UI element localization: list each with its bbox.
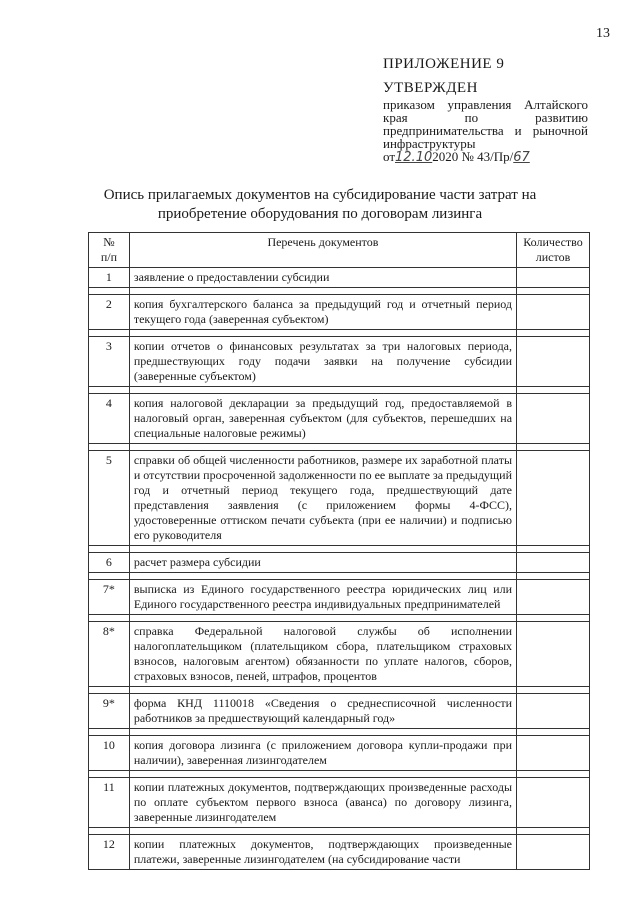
row-number: 9* [89,694,130,729]
spacer-cell [517,615,590,622]
row-sheet-count [517,736,590,771]
document-title [100,186,540,224]
spacer-cell [129,828,516,835]
order-date [383,150,588,164]
spacer-cell [517,828,590,835]
table-row [89,694,590,729]
row-sheet-count [517,394,590,444]
spacer-cell [129,615,516,622]
table-row [89,580,590,615]
handwritten-date: 12.10 [395,150,433,165]
spacer-cell [89,771,130,778]
spacer-cell [517,387,590,394]
spacer-cell [129,387,516,394]
spacer-cell [89,573,130,580]
order-text: приказом управления Алтайского края по развитию предпринимательства и рыночной инфраструктуры [383,97,588,151]
handwritten-number: 67 [513,150,530,165]
row-document-name: форма КНД 1110018 «Сведения о среднесписочной численности работников за предшествующий календарный год» [129,694,516,729]
row-sheet-count [517,835,590,870]
spacer-cell [129,573,516,580]
page-number: 13 [596,26,610,41]
spacer-cell [129,687,516,694]
spacer-cell [517,444,590,451]
spacer-cell [89,615,130,622]
row-document-name: копии платежных документов, подтверждающих произведенные платежи, заверенные лизингодателем (на субсидирование части [129,835,516,870]
spacer-cell [89,288,130,295]
row-document-name: копия бухгалтерского баланса за предыдущий год и отчетный период текущего года (заверенная субъектом) [129,295,516,330]
row-spacer [89,444,590,451]
spacer-cell [89,444,130,451]
row-spacer [89,330,590,337]
row-number: 10 [89,736,130,771]
row-spacer [89,615,590,622]
row-sheet-count [517,622,590,687]
approval-block [383,58,588,164]
order-date-prefix: от [383,149,396,164]
spacer-cell [517,687,590,694]
spacer-cell [129,771,516,778]
spacer-cell [517,546,590,553]
row-sheet-count [517,295,590,330]
spacer-cell [517,573,590,580]
spacer-cell [89,828,130,835]
row-spacer [89,387,590,394]
appendix-label: ПРИЛОЖЕНИЕ 9 [383,56,505,72]
row-sheet-count [517,553,590,573]
row-document-name: заявление о предоставлении субсидии [129,268,516,288]
spacer-cell [89,330,130,337]
approved-label: УТВЕРЖДЕН [383,80,478,96]
spacer-cell [517,771,590,778]
row-sheet-count [517,451,590,546]
spacer-cell [517,330,590,337]
row-number: 1 [89,268,130,288]
table-row [89,295,590,330]
row-spacer [89,771,590,778]
table-body [89,268,590,870]
table-header-row [89,233,590,268]
spacer-cell [129,330,516,337]
row-spacer [89,288,590,295]
row-sheet-count [517,268,590,288]
table-row [89,394,590,444]
table-row [89,337,590,387]
row-document-name: копии платежных документов, подтверждающих произведенные расходы по оплате субъектом первого взноса (аванса) по договору лизинга, заверенные лизингодателем [129,778,516,828]
row-spacer [89,729,590,736]
spacer-cell [89,729,130,736]
row-number: 3 [89,337,130,387]
row-spacer [89,573,590,580]
spacer-cell [89,546,130,553]
row-number: 2 [89,295,130,330]
table-row [89,835,590,870]
row-document-name: копии отчетов о финансовых результатах за три налоговых периода, предшествующих году подачи заявки на получение субсидии (заверенные субъектом) [129,337,516,387]
spacer-cell [129,288,516,295]
row-sheet-count [517,778,590,828]
document-title-line-2: приобретение оборудования по договорам лизинга [157,206,483,222]
spacer-cell [89,687,130,694]
spacer-cell [129,444,516,451]
table-row [89,778,590,828]
header-qty: Количество листов [517,233,590,268]
spacer-cell [129,729,516,736]
document-title-line-1: Опись прилагаемых документов на субсидирование части затрат на [103,187,537,203]
row-document-name: справка Федеральной налоговой службы об исполнении налогоплательщиком (плательщиком сбора, плательщиком страховых взносов, налоговым агентом) обязанности по уплате налогов, сборов, страховых взносов, пеней, штрафов, процентов [129,622,516,687]
row-document-name: справки об общей численности работников, размере их заработной платы и отсутствии просроченной задолженности по ее выплате за предыдущий год и отчетный период текущего года, предшествующий дате представления заявления (с приложением формы 4-ФСС), удостоверенные оттиском печати субъекта (при ее наличии) и подписью его руководителя [129,451,516,546]
spacer-cell [517,729,590,736]
row-number: 5 [89,451,130,546]
table-row [89,622,590,687]
row-number: 6 [89,553,130,573]
table-row [89,268,590,288]
row-number: 12 [89,835,130,870]
row-number: 11 [89,778,130,828]
spacer-cell [89,387,130,394]
documents-table [88,232,590,870]
spacer-cell [517,288,590,295]
row-document-name: копия договора лизинга (с приложением договора купли-продажи при наличии), заверенная лизингодателем [129,736,516,771]
table-row [89,736,590,771]
row-number: 8* [89,622,130,687]
row-spacer [89,828,590,835]
row-sheet-count [517,694,590,729]
header-num: № п/п [89,233,130,268]
row-document-name: копия налоговой декларации за предыдущий год, предоставляемой в налоговый орган, заверенная субъектом (для субъектов, перешедших на специальные налоговые режимы) [129,394,516,444]
spacer-cell [129,546,516,553]
header-name: Перечень документов [129,233,516,268]
table-row [89,553,590,573]
row-number: 4 [89,394,130,444]
row-spacer [89,687,590,694]
row-sheet-count [517,337,590,387]
order-date-suffix: 2020 № 43/Пр/ [432,149,514,164]
row-spacer [89,546,590,553]
row-sheet-count [517,580,590,615]
row-number: 7* [89,580,130,615]
row-document-name: выписка из Единого государственного реестра юридических лиц или Единого государственного реестра индивидуальных предпринимателей [129,580,516,615]
table-row [89,451,590,546]
row-document-name: расчет размера субсидии [129,553,516,573]
